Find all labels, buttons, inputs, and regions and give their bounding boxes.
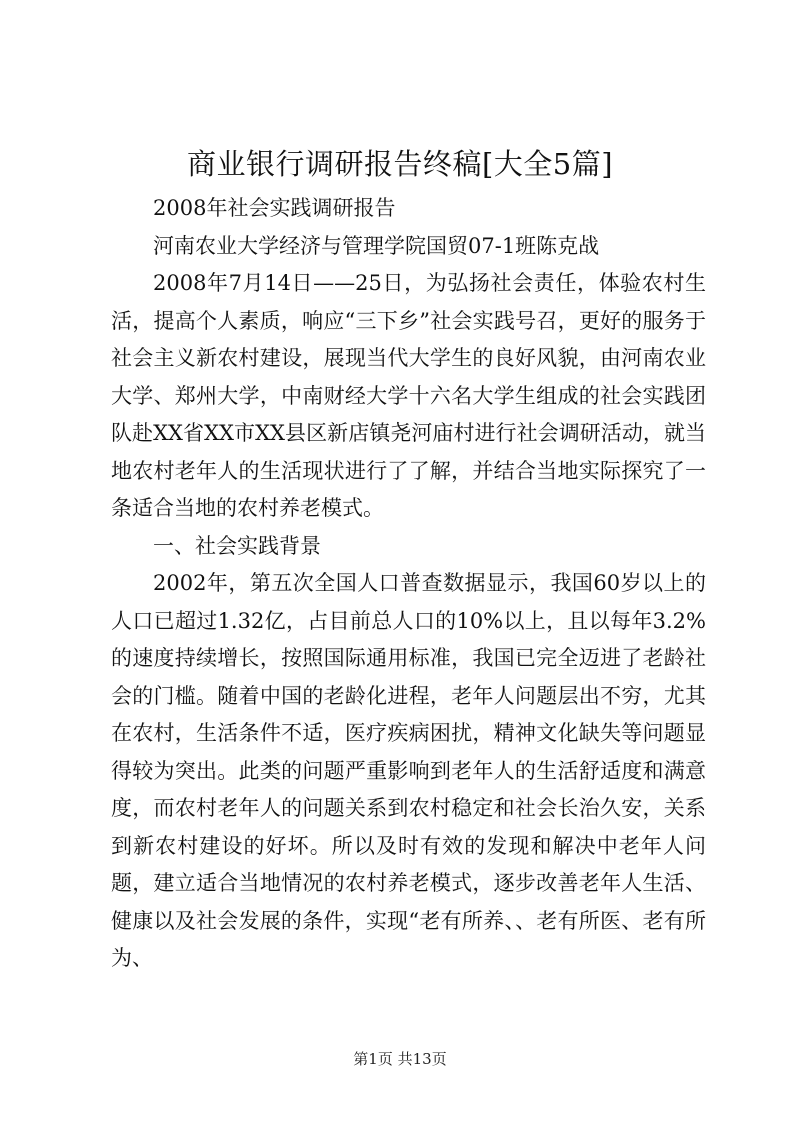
background-paragraph: 2002年，第五次全国人口普查数据显示，我国60岁以上的人口已超过1.32亿，占目前总人口的10%以上，且以每年3.2%的速度持续增长，按照国际通用标准，我国已完全迈进了老龄社会的门槛。随着中国的老龄化进程，老年人问题层出不穷，尤其在农村，生活条件不适，医疗疾病困扰，精神文化缺失等问题显得较为突出。此类的问题严重影响到老年人的生活舒适度和满意度，而农村老年人的问题关系到农村稳定和社会长治久安，关系到新农村建设的好坏。所以及时有效的发现和解决中老年人问题，建立适合当地情况的农村养老模式，逐步改善老年人生活、健康以及社会发展的条件，实现“老有所养、、老有所医、老有所为、	[111, 571, 706, 970]
page-number-footer: 第1页 共13页	[353, 1050, 447, 1068]
document-body	[111, 190, 706, 978]
section-heading: 一、社会实践背景	[153, 533, 321, 558]
intro-paragraph: 2008年7月14日——25日，为弘扬社会责任，体验农村生活，提高个人素质，响应“三下乡”社会实践号召，更好的服务于社会主义新农村建设，展现当代大学生的良好风貌，由河南农业大学、郑州大学，中南财经大学十六名大学生组成的社会实践团队赴XX省XX市XX县区新店镇尧河庙村进行社会调研活动，就当地农村老年人的生活现状进行了了解，并结合当地实际探究了一条适合当地的农村养老模式。	[111, 271, 706, 520]
subtitle-paragraph: 2008年社会实践调研报告	[153, 196, 396, 220]
author-paragraph: 河南农业大学经济与管理学院国贸07-1班陈克战	[153, 233, 600, 258]
document-title: 商业银行调研报告终稿[大全5篇]	[186, 147, 614, 181]
